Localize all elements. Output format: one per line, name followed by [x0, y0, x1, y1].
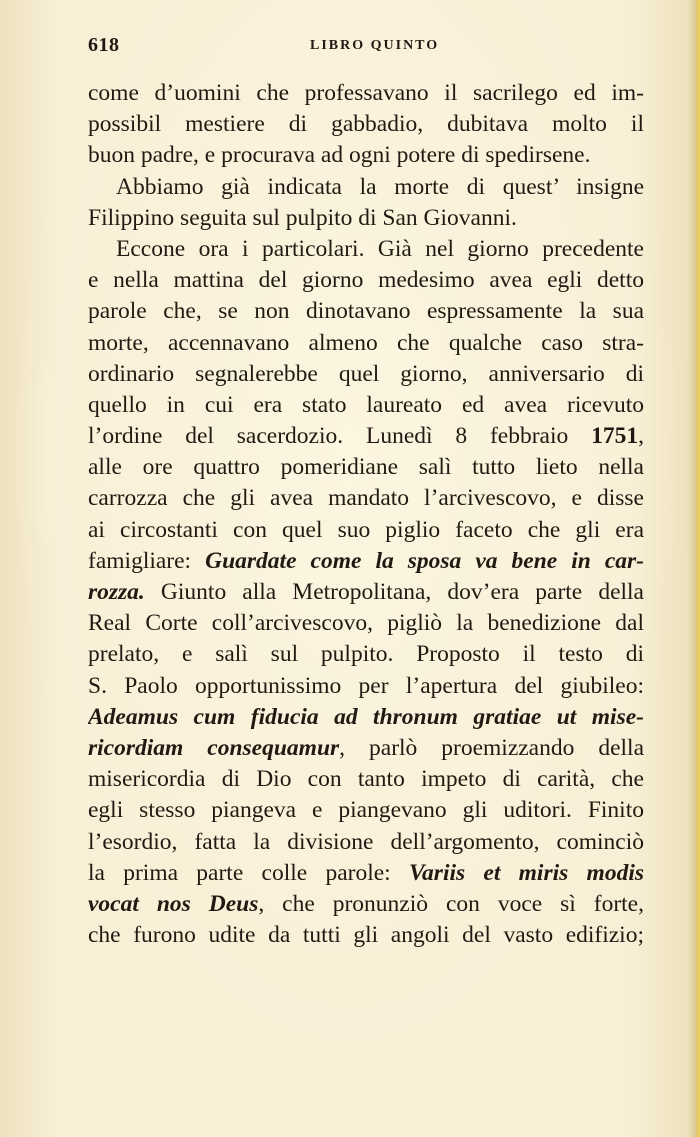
text-line: [88, 265, 644, 296]
text-line: [88, 452, 644, 483]
text-segment: Abbiamo già indicata la morte di quest’ insigne: [116, 173, 644, 200]
text-line: [88, 671, 644, 702]
bold-text: 1751: [591, 423, 639, 450]
text-segment: prelato, e salì sul pulpito. Proposto il testo di: [88, 641, 644, 668]
italic-text: Guardate come la sposa va bene in car-: [205, 547, 644, 574]
text-segment: ordinario segnalerebbe quel giorno, anniversario di: [88, 360, 644, 387]
text-line: [88, 109, 644, 140]
text-line: [88, 296, 644, 327]
text-segment: ,: [638, 423, 644, 450]
text-line: [88, 328, 644, 359]
text-line: [88, 858, 644, 889]
text-line: [88, 889, 644, 920]
text-segment: morte, accennavano almeno che qualche caso stra-: [88, 329, 644, 356]
page-edge: [688, 0, 700, 1137]
text-line: [88, 702, 644, 733]
text-segment: l’ordine del sacerdozio. Lunedì 8 febbraio: [88, 423, 592, 450]
text-line: [88, 234, 644, 265]
page-header: [88, 34, 644, 58]
text-segment: , che pronunziò con voce sì forte,: [258, 890, 644, 917]
text-segment: misericordia di Dio con tanto impeto di carità, che: [88, 766, 644, 793]
text-line: [88, 172, 644, 203]
text-segment: come d’uomini che professavano il sacrilego ed im-: [88, 80, 644, 106]
page-number: 618: [88, 34, 120, 56]
text-line: [88, 920, 644, 951]
text-segment: quello in cui era stato laureato ed avea ricevuto: [88, 391, 644, 418]
text-segment: e nella mattina del giorno medesimo avea egli detto: [88, 267, 644, 294]
text-line: [88, 390, 644, 421]
italic-text: vocat nos Deus: [88, 890, 259, 917]
text-segment: buon padre, e procurava ad ogni potere di spedirsene.: [88, 142, 591, 169]
italic-text: rozza.: [88, 579, 145, 605]
text-line: [88, 421, 644, 452]
text-line: [88, 733, 644, 764]
text-line: [88, 827, 644, 858]
text-segment: parole che, se non dinotavano espressamente la sua: [88, 298, 644, 325]
text-segment: possibil mestiere di gabbadio, dubitava molto il: [88, 111, 644, 138]
body-text: [88, 78, 644, 951]
text-line: [88, 359, 644, 390]
running-head: LIBRO QUINTO: [310, 38, 440, 53]
text-segment: Giunto alla Metropolitana, dov’era parte della: [144, 579, 644, 605]
text-segment: , parlò proemizzando della: [339, 734, 644, 761]
text-line: [88, 608, 644, 639]
text-line: [88, 140, 644, 171]
text-segment: l’esordio, fatta la divisione dell’argomento, cominciò: [88, 828, 644, 855]
text-segment: S. Paolo opportunissimo per l’apertura del giubileo:: [88, 672, 644, 699]
text-line: [88, 483, 644, 514]
italic-text: Adeamus cum fiducia ad thronum gratiae ut mise-: [88, 703, 644, 730]
text-line: [88, 546, 644, 577]
text-line: [88, 639, 644, 670]
text-segment: carrozza che gli avea mandato l’arcivescovo, e disse: [88, 485, 644, 512]
text-segment: la prima parte colle parole:: [88, 859, 409, 886]
text-segment: Real Corte coll’arcivescovo, pigliò la benedizione dal: [88, 610, 644, 637]
italic-text: ricordiam consequamur: [88, 734, 340, 761]
text-segment: Eccone ora i particolari. Già nel giorno precedente: [116, 235, 644, 262]
text-line: [88, 577, 644, 608]
text-segment: che furono udite da tutti gli angoli del vasto edifizio;: [88, 922, 644, 949]
italic-text: Variis et miris modis: [408, 859, 644, 886]
text-segment: ai circostanti con quel suo piglio faceto che gli era: [88, 516, 644, 543]
text-line: [88, 78, 644, 109]
text-segment: famigliare:: [88, 547, 206, 574]
text-line: [88, 203, 644, 234]
text-line: [88, 795, 644, 826]
text-segment: Filippino seguita sul pulpito di San Giovanni.: [88, 204, 517, 231]
text-line: [88, 515, 644, 546]
text-segment: alle ore quattro pomeridiane salì tutto lieto nella: [88, 454, 644, 481]
text-segment: egli stesso piangeva e piangevano gli uditori. Finito: [88, 797, 644, 824]
text-line: [88, 764, 644, 795]
